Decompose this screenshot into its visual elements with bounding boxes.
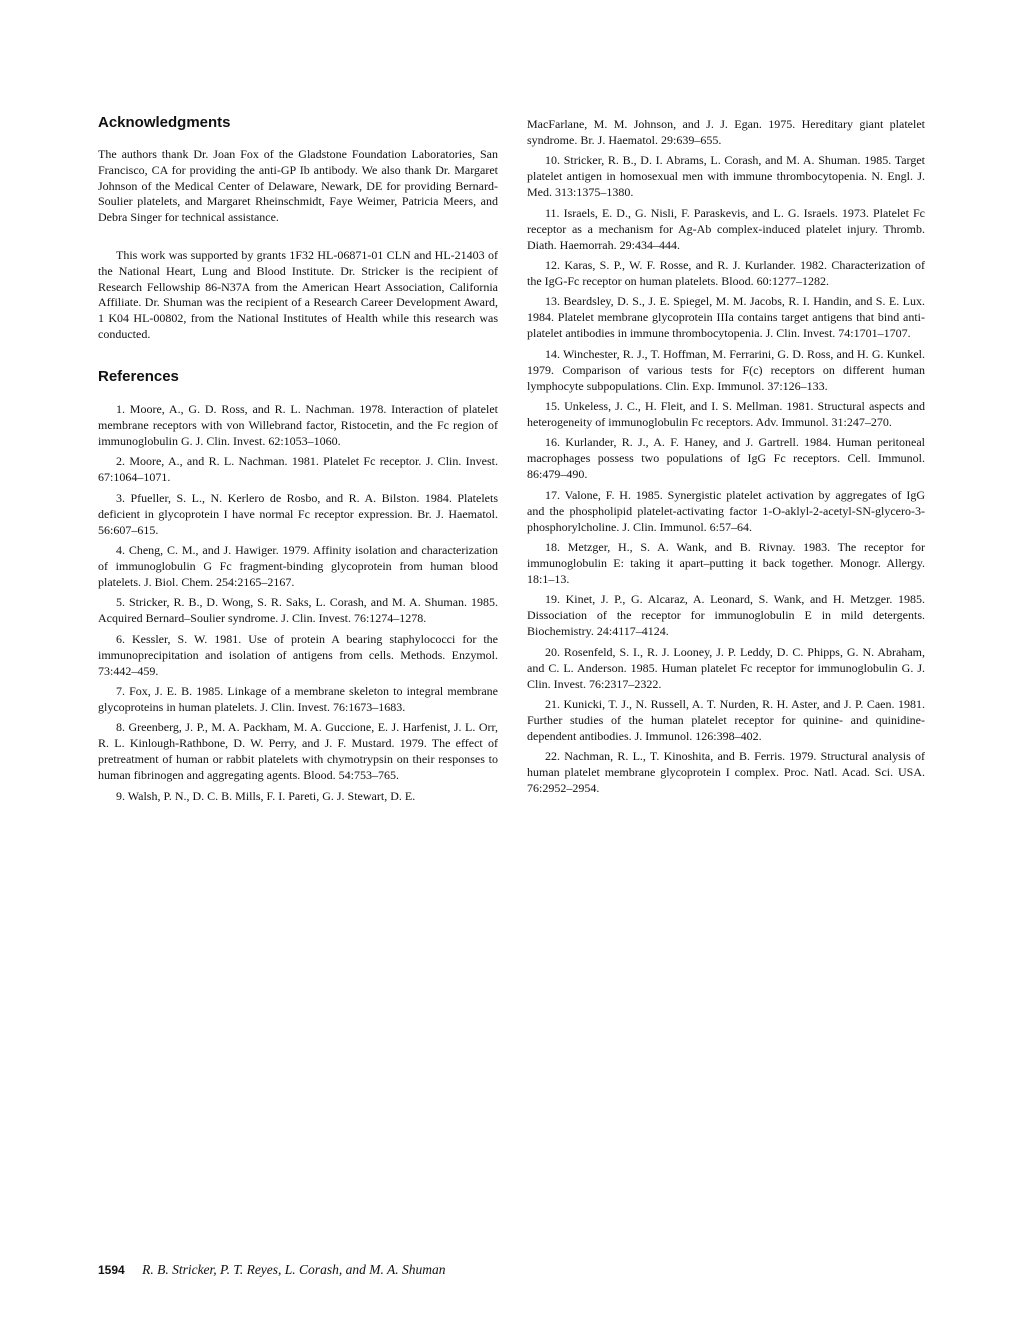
- reference-item: 1. Moore, A., G. D. Ross, and R. L. Nachman. 1978. Interaction of platelet membrane receptors with von Willebrand factor, Ristocetin, and the Fc region of immunoglobulin G. J. Clin. Invest. 62:1053–1060.: [98, 402, 498, 448]
- references-list-left: [98, 402, 498, 809]
- page-footer: [98, 1262, 445, 1278]
- reference-item: 22. Nachman, R. L., T. Kinoshita, and B. Ferris. 1979. Structural analysis of human platelet membrane glycoprotein I complex. Proc. Natl. Acad. Sci. USA. 76:2952–2954.: [527, 749, 925, 796]
- acknowledgments-heading: Acknowledgments: [98, 114, 231, 131]
- reference-item: 20. Rosenfeld, S. I., R. J. Looney, J. P. Leddy, D. C. Phipps, G. N. Abraham, and C. L. Anderson. 1985. Human platelet Fc receptor for immunoglobulin G. J. Clin. Invest. 76:2317–2322.: [527, 644, 925, 691]
- reference-item: 6. Kessler, S. W. 1981. Use of protein A bearing staphylococci for the immunoprecipitation and isolation of antigens from cells. Methods. Enzymol. 73:442–459.: [98, 631, 498, 678]
- running-authors: R. B. Stricker, P. T. Reyes, L. Corash, and M. A. Shuman: [142, 1262, 446, 1277]
- funding-paragraph: This work was supported by grants 1F32 HL-06871-01 CLN and HL-21403 of the National Heart, Lung and Blood Institute. Dr. Stricker is the recipient of Research Fellowship 86-N37A from the American Heart Association, California Affiliate. Dr. Shuman was the recipient of a Research Career Development Award, 1 K04 HL-00802, from the National Institutes of Health while this research was conducted.: [98, 248, 498, 341]
- reference-item: 16. Kurlander, R. J., A. F. Haney, and J. Gartrell. 1984. Human peritoneal macrophages possess two populations of IgG Fc receptors. Cell. Immunol. 86:479–490.: [527, 435, 925, 482]
- reference-item: 18. Metzger, H., S. A. Wank, and B. Rivnay. 1983. The receptor for immunoglobulin E: taking it apart–putting it back together. Monogr. Allergy. 18:1–13.: [527, 540, 925, 586]
- reference-item: 2. Moore, A., and R. L. Nachman. 1981. Platelet Fc receptor. J. Clin. Invest. 67:1064–1071.: [98, 454, 498, 485]
- reference-item: 5. Stricker, R. B., D. Wong, S. R. Saks, L. Corash, and M. A. Shuman. 1985. Acquired Bernard–Soulier syndrome. J. Clin. Invest. 76:1274–1278.: [98, 595, 498, 626]
- reference-item: 14. Winchester, R. J., T. Hoffman, M. Ferrarini, G. D. Ross, and H. G. Kunkel. 1979. Comparison of various tests for F(c) receptors on different human lymphocyte subpopulations. Clin. Exp. Immunol. 37:126–133.: [527, 346, 925, 393]
- reference-item: 12. Karas, S. P., W. F. Rosse, and R. J. Kurlander. 1982. Characterization of the IgG-Fc receptor on human platelets. Blood. 60:1277–1282.: [527, 258, 925, 288]
- references-list-right: [527, 117, 925, 802]
- reference-item: 8. Greenberg, J. P., M. A. Packham, M. A. Guccione, E. J. Harfenist, J. L. Orr, R. L. Kinlough-Rathbone, D. W. Perry, and J. F. Mustard. 1979. The effect of pretreatment of human or rabbit platelets with chymotrypsin on their responses to human fibrinogen and aggregating agents. Blood. 54:753–765.: [98, 720, 498, 783]
- reference-item: 10. Stricker, R. B., D. I. Abrams, L. Corash, and M. A. Shuman. 1985. Target platelet antigen in homosexual men with immune thrombocytopenia. N. Engl. J. Med. 313:1375–1380.: [527, 153, 925, 200]
- reference-item: 4. Cheng, C. M., and J. Hawiger. 1979. Affinity isolation and characterization of immunoglobulin G Fc fragment-binding glycoprotein from human blood platelets. J. Biol. Chem. 254:2165–2167.: [98, 543, 498, 589]
- reference-item: 11. Israels, E. D., G. Nisli, F. Paraskevis, and L. G. Israels. 1973. Platelet Fc receptor as a mechanism for Ag-Ab complex-induced platelet injury. Thromb. Diath. Haemorrah. 29:434–444.: [527, 205, 925, 252]
- reference-item: 15. Unkeless, J. C., H. Fleit, and I. S. Mellman. 1981. Structural aspects and heterogeneity of immunoglobulin Fc receptors. Adv. Immunol. 31:247–270.: [527, 399, 925, 429]
- reference-continuation: MacFarlane, M. M. Johnson, and J. J. Egan. 1975. Hereditary giant platelet syndrome. Br. J. Haematol. 29:639–655.: [527, 117, 925, 147]
- reference-item: 17. Valone, F. H. 1985. Synergistic platelet activation by aggregates of IgG and the phospholipid platelet-activating factor 1-O-aklyl-2-acetyl-SN-glycero-3-phosphorylcholine. J. Clin. Immunol. 6:57–64.: [527, 487, 925, 534]
- page-number: 1594: [98, 1263, 125, 1277]
- acknowledgments-paragraph: The authors thank Dr. Joan Fox of the Gladstone Foundation Laboratories, San Francisco, CA for providing the anti-GP Ib antibody. We also thank Dr. Margaret Johnson of the Medical Center of Delaware, Newark, DE for providing Bernard-Soulier platelets, and Margaret Rheinschmidt, Faye Weimer, Patricia Meers, and Debra Singer for technical assistance.: [98, 147, 498, 225]
- reference-item: 19. Kinet, J. P., G. Alcaraz, A. Leonard, S. Wank, and H. Metzger. 1985. Dissociation of the receptor for immunoglobulin E in mild detergents. Biochemistry. 24:4117–4124.: [527, 592, 925, 639]
- reference-item: 3. Pfueller, S. L., N. Kerlero de Rosbo, and R. A. Bilston. 1984. Platelets deficient in glycoprotein I have normal Fc receptor expression. Br. J. Haematol. 56:607–615.: [98, 490, 498, 537]
- reference-item: 13. Beardsley, D. S., J. E. Spiegel, M. M. Jacobs, R. I. Handin, and S. E. Lux. 1984. Platelet membrane glycoprotein IIIa contains target antigens that bind anti-platelet antibodies in immune thrombocytopenia. J. Clin. Invest. 74:1701–1707.: [527, 294, 925, 341]
- references-heading: References: [98, 368, 179, 385]
- reference-item: 7. Fox, J. E. B. 1985. Linkage of a membrane skeleton to integral membrane glycoproteins in human platelets. J. Clin. Invest. 76:1673–1683.: [98, 684, 498, 714]
- reference-item: 21. Kunicki, T. J., N. Russell, A. T. Nurden, R. H. Aster, and J. P. Caen. 1981. Further studies of the human platelet receptor for quinine- and quinidine-dependent antibodies. J. Immunol. 126:398–402.: [527, 697, 925, 743]
- reference-item: 9. Walsh, P. N., D. C. B. Mills, F. I. Pareti, G. J. Stewart, D. E.: [116, 788, 416, 803]
